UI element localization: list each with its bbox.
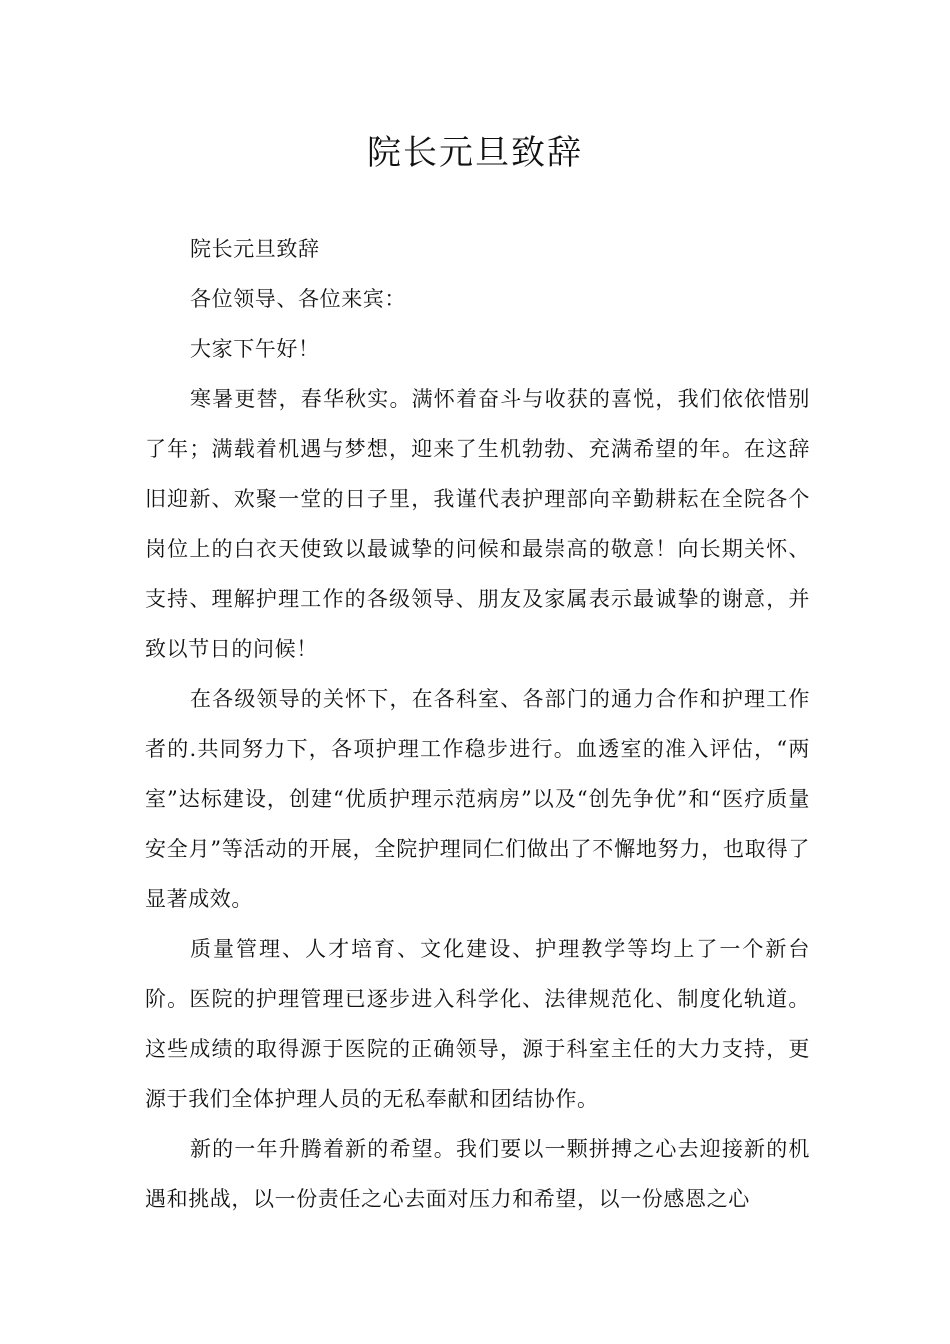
paragraph-heading: 院长元旦致辞 bbox=[190, 237, 320, 261]
document-title: 院长元旦致辞 bbox=[367, 133, 583, 173]
document-body bbox=[145, 224, 810, 1224]
paragraph-greeting: 大家下午好！ bbox=[190, 337, 320, 361]
paragraph-body: 寒暑更替，春华秋实。满怀着奋斗与收获的喜悦，我们依依惜别了年；满载着机遇与梦想，迎来了生机勃勃、充满希望的年。在这辞旧迎新、欢聚一堂的日子里，我谨代表护理部向辛勤耕耘在全院各个岗位上的白衣天使致以最诚挚的问候和最崇高的敬意！向长期关怀、支持、理解护理工作的各级领导、朋友及家属表示最诚挚的谢意，并致以节日的问候！ bbox=[145, 387, 810, 661]
paragraph-body: 新的一年升腾着新的希望。我们要以一颗拼搏之心去迎接新的机遇和挑战，以一份责任之心去面对压力和希望，以一份感恩之心 bbox=[145, 1137, 810, 1211]
paragraph-salutation: 各位领导、各位来宾： bbox=[190, 287, 406, 311]
paragraph-body: 在各级领导的关怀下，在各科室、各部门的通力合作和护理工作者的.共同努力下，各项护理工作稳步进行。血透室的准入评估，“两室”达标建设，创建“优质护理示范病房”以及“创先争优”和“医疗质量安全月”等活动的开展，全院护理同仁们做出了不懈地努力，也取得了显著成效。 bbox=[145, 687, 810, 911]
paragraph-body: 质量管理、人才培育、文化建设、护理教学等均上了一个新台阶。医院的护理管理已逐步进入科学化、法律规范化、制度化轨道。这些成绩的取得源于医院的正确领导，源于科室主任的大力支持，更源于我们全体护理人员的无私奉献和团结协作。 bbox=[145, 937, 810, 1111]
